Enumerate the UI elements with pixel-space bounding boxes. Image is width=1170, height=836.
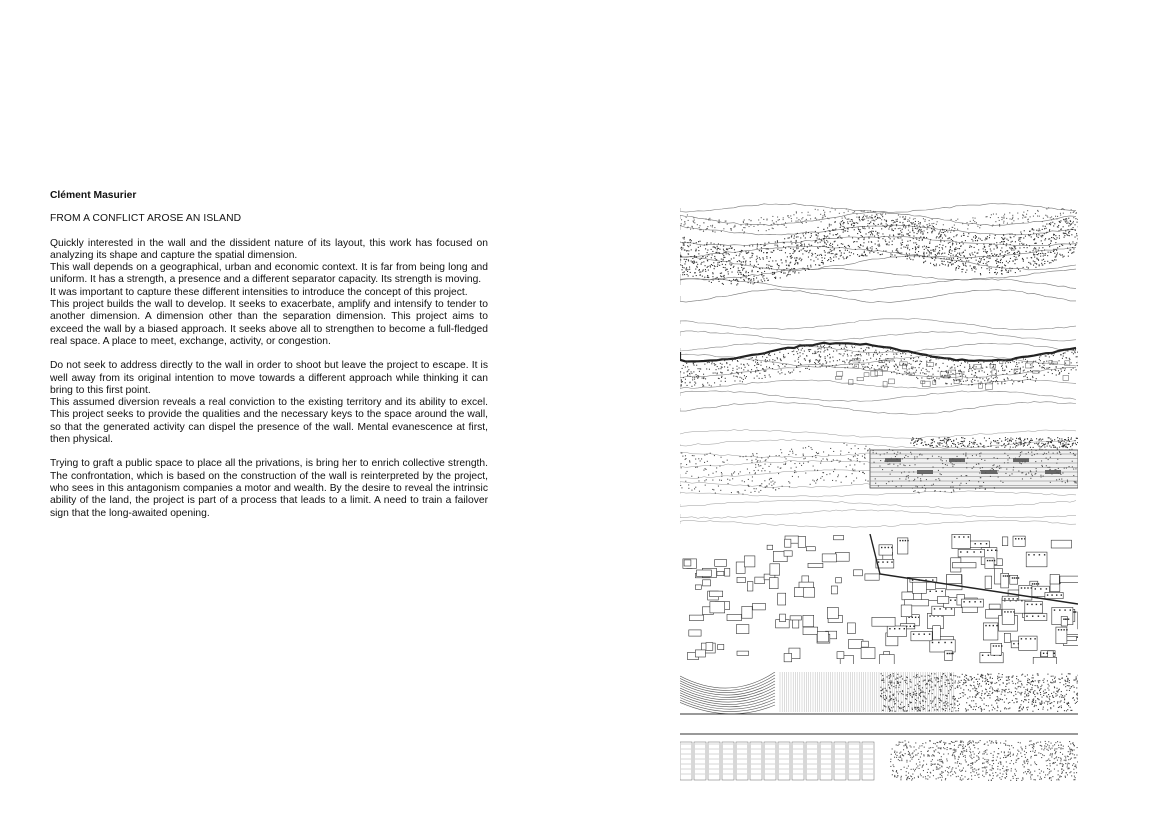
paragraph-line: Trying to graft a public space to place all the privations, is bring her to enrich collective strength. The confrontation, which is based on the construction of the wall is reinterpreted by the project, who sees in this antagonism companies a motor and wealth. By the desire to reveal the intrinsic ability of the land, the project is part of a process that leads to a limit. A need to train a failover sign that the long-awaited opening.: [50, 458, 488, 519]
landscape-sketch-wall-corridor: [680, 428, 1078, 534]
text-column: [50, 190, 488, 532]
paragraph-1: [50, 238, 488, 349]
paragraph-line: This wall depends on a geographical, urban and economic context. It is far from being long and uniform. It has a strength, a presence and a different separator capacity. Its strength is moving.: [50, 262, 488, 286]
author-name: Clément Masurier: [50, 190, 137, 201]
landscape-sketch-wall-hillside: [680, 314, 1078, 426]
landscape-sketch-dense-hills: [680, 200, 1078, 312]
project-title: FROM A CONFLICT AROSE AN ISLAND: [50, 213, 242, 225]
paragraph-line: This project builds the wall to develop. It seeks to exacerbate, amplify and intensify to tender to another dimension. A dimension other than the separation dimension. This project aims to exceed the wall by a biased approach. It seeks above all to strengthen to become a full-fledged real space. A place to meet, exchange, activity, or congestion.: [50, 299, 488, 347]
paragraph-line: Quickly interested in the wall and the dissident nature of its layout, this work has focused on analyzing its shape and capture the spatial dimension.: [50, 237, 488, 261]
aerial-sketch-fields: [680, 672, 1078, 782]
paragraph-line: It was important to capture these different intensities to introduce the concept of this project.: [50, 286, 468, 298]
urban-sketch-city-blocks: [680, 534, 1078, 664]
paragraph-line: Do not seek to address directly to the wall in order to shoot but leave the project to escape. It is well away from its original intention to move towards a different approach while thinking it can bring to this first point.: [50, 360, 488, 396]
paragraph-line: This assumed diversion reveals a real conviction to the existing territory and its ability to excel. This project seeks to provide the qualities and the necessary keys to the space around the wall, so that the generated activity can dispel the presence of the wall. Mental evanescence at first, then physical.: [50, 397, 488, 446]
paragraph-2: [50, 360, 488, 446]
paragraph-3: [50, 458, 488, 519]
